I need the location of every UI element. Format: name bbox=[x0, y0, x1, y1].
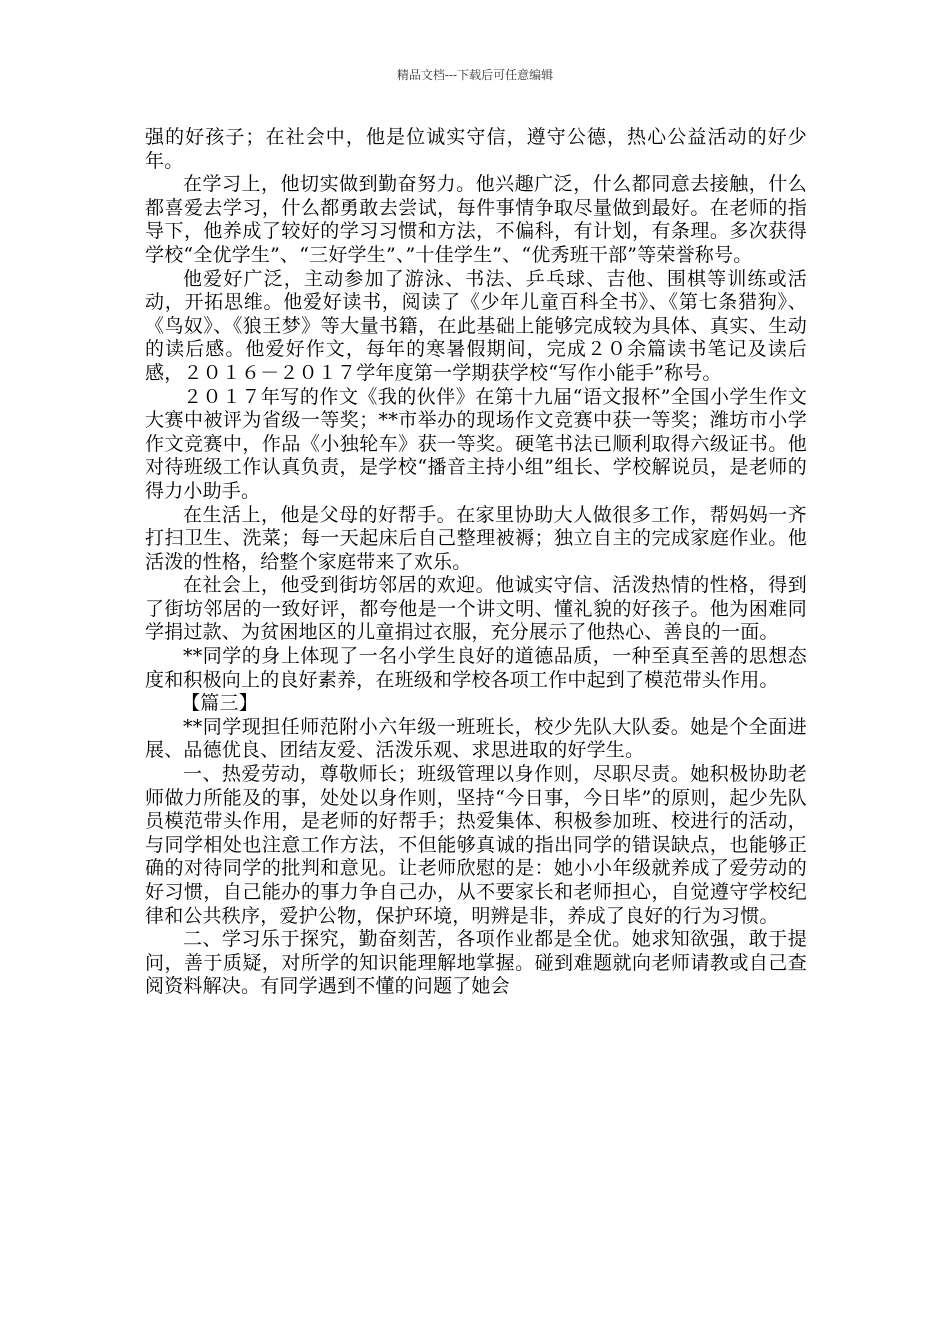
paragraph-intro: **同学现担任师范附小六年级一班班长，校少先队大队委。她是个全面进展、品德优良、团结友爱、活泼乐观、求思进取的好学生。 bbox=[145, 715, 807, 762]
paragraph-continuation: 强的好孩子；在社会中，他是位诚实守信，遵守公德，热心公益活动的好少年。 bbox=[145, 126, 807, 172]
paragraph-home-life: 在生活上，他是父母的好帮手。在家里协助大人做很多工作，帮妈妈一齐打扫卫生、洗菜；每一天起床后自己整理被褥；独立自主的完成家庭作业。他活泼的性格，给整个家庭带来了欢乐。 bbox=[145, 503, 807, 573]
paragraph-study: 在学习上，他切实做到勤奋努力。他兴趣广泛，什么都同意去接触，什么都喜爱去学习，什么都勇敢去尝试，每件事情争取尽量做到最好。在老师的指导下，他养成了较好的学习习惯和方法，不偏科，有计划，有条理。多次获得学校“全优学生”、“三好学生”、”十佳学生”、“优秀班干部”等荣誉称号。 bbox=[145, 173, 807, 266]
paragraph-awards: ２０１７年写的作文《我的伙伴》在第十九届“语文报杯”全国小学生作文大赛中被评为省级一等奖；**市举办的现场作文竞赛中获一等奖；潍坊市小学作文竞赛中，作品《小独轮车》获一等奖。硬笔书法已顺利取得六级证书。他对待班级工作认真负责，是学校“播音主持小组”组长、学校解说员，是老师的得力小助手。 bbox=[145, 385, 807, 502]
paragraph-summary: **同学的身上体现了一名小学生良好的道德品质，一种至真至善的思想态度和积极向上的良好素养，在班级和学校各项工作中起到了模范带头作用。 bbox=[145, 645, 807, 691]
section-heading: 【篇三】 bbox=[181, 692, 258, 715]
paragraph-point-one: 一、热爱劳动，尊敬师长；班级管理以身作则，尽职尽责。她积极协助老师做力所能及的事，处处以身作则，坚持“今日事，今日毕”的原则，起少先队员模范带头作用，是老师的好帮手；热爱集体、积极参加班、校进行的活动，与同学相处也注意工作方法，不但能够真诚的指出同学的错误缺点，也能够正确的对待同学的批判和意见。让老师欣慰的是：她小小年级就养成了爱劳动的好习惯，自己能办的事力争自己办，从不要家长和老师担心，自觉遵守学校纪律和公共秩序，爱护公物，保护环境，明辨是非，养成了良好的行为习惯。 bbox=[145, 763, 807, 927]
document-body bbox=[145, 126, 807, 999]
paragraph-point-two: 二、学习乐于探究，勤奋刻苦，各项作业都是全优。她求知欲强，敢于提问，善于质疑，对所学的知识能理解地掌握。碰到难题就向老师请教或自己查阅资料解决。有同学遇到不懂的问题了她会 bbox=[145, 928, 807, 998]
page-header: 精品文档---下载后可任意编辑 bbox=[396, 68, 554, 82]
paragraph-hobbies: 他爱好广泛，主动参加了游泳、书法、乒乓球、吉他、围棋等训练或活动，开拓思维。他爱好读书，阅读了《少年儿童百科全书》、《第七条猎狗》、《鸟奴》、《狼王梦》等大量书籍，在此基础上能够完成较为具体、真实、生动的读后感。他爱好作文，每年的寒暑假期间，完成２０余篇读书笔记及读后感，２０１６－２０１７学年度第一学期获学校“写作小能手”称号。 bbox=[145, 267, 807, 384]
paragraph-society: 在社会上，他受到街坊邻居的欢迎。他诚实守信、活泼热情的性格，得到了街坊邻居的一致好评，都夸他是一个讲文明、懂礼貌的好孩子。他为困难同学捐过款、为贫困地区的儿童捐过衣服，充分展示了他热心、善良的一面。 bbox=[145, 574, 807, 644]
